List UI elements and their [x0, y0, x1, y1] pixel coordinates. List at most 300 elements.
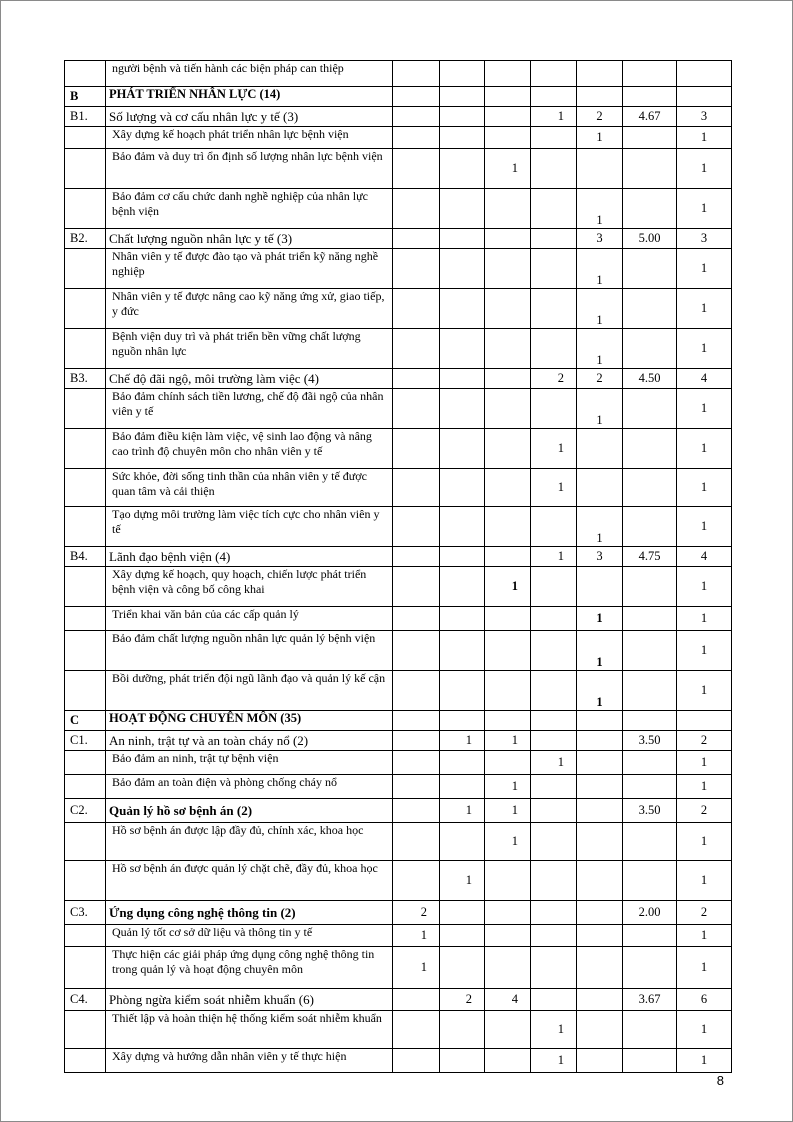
row-label: HOẠT ĐỘNG CHUYÊN MÔN (35): [106, 711, 393, 731]
rating-1-cell: [393, 671, 440, 711]
rating-2-cell: [440, 149, 485, 189]
rating-4-cell: [531, 947, 577, 989]
rating-3-cell: 1: [485, 567, 531, 607]
rating-4-cell: [531, 823, 577, 861]
row-code: [65, 507, 106, 547]
rating-3-cell: [485, 711, 531, 731]
rating-5-cell: 1: [577, 289, 623, 329]
row-code: C2.: [65, 799, 106, 823]
average-cell: [623, 189, 677, 229]
row-code: [65, 751, 106, 775]
rating-2-cell: [440, 249, 485, 289]
criteria-table: [64, 60, 732, 1073]
row-code: B: [65, 87, 106, 107]
criteria-group-row: [65, 799, 732, 823]
rating-4-cell: 1: [531, 429, 577, 469]
average-cell: [623, 823, 677, 861]
count-cell: 1: [677, 389, 732, 429]
rating-2-cell: [440, 567, 485, 607]
row-label: Xây dựng kế hoạch, quy hoạch, chiến lược phát triển bệnh viện và công bố công khai: [106, 567, 393, 607]
rating-3-cell: [485, 369, 531, 389]
row-code: [65, 389, 106, 429]
criteria-item-row: [65, 567, 732, 607]
row-code: C4.: [65, 989, 106, 1011]
rating-3-cell: 4: [485, 989, 531, 1011]
rating-1-cell: [393, 469, 440, 507]
rating-5-cell: [577, 799, 623, 823]
row-label: Ứng dụng công nghệ thông tin (2): [106, 901, 393, 925]
rating-5-cell: [577, 731, 623, 751]
page-number: 8: [716, 1073, 724, 1088]
rating-3-cell: [485, 1049, 531, 1073]
criteria-item-row: [65, 189, 732, 229]
section-row: [65, 711, 732, 731]
criteria-item-row: [65, 1011, 732, 1049]
criteria-item-row: [65, 775, 732, 799]
rating-5-cell: 1: [577, 671, 623, 711]
rating-5-cell: [577, 947, 623, 989]
criteria-group-row: [65, 369, 732, 389]
count-cell: 2: [677, 731, 732, 751]
row-label: Bảo đảm chất lượng nguồn nhân lực quản lý bệnh viện: [106, 631, 393, 671]
rating-2-cell: [440, 389, 485, 429]
row-code: B3.: [65, 369, 106, 389]
criteria-group-row: [65, 901, 732, 925]
average-cell: [623, 329, 677, 369]
rating-1-cell: [393, 731, 440, 751]
rating-1-cell: 1: [393, 925, 440, 947]
rating-4-cell: 1: [531, 107, 577, 127]
rating-3-cell: [485, 861, 531, 901]
average-cell: 4.67: [623, 107, 677, 127]
row-label: Nhân viên y tế được nâng cao kỹ năng ứng xử, giao tiếp, y đức: [106, 289, 393, 329]
average-cell: [623, 947, 677, 989]
row-label: Thực hiện các giải pháp ứng dụng công nghệ thông tin trong quản lý và hoạt động chuyên môn: [106, 947, 393, 989]
row-label: Số lượng và cơ cấu nhân lực y tế (3): [106, 107, 393, 127]
row-code: B1.: [65, 107, 106, 127]
average-cell: [623, 249, 677, 289]
row-label: Bồi dưỡng, phát triển đội ngũ lãnh đạo và quản lý kế cận: [106, 671, 393, 711]
rating-4-cell: [531, 711, 577, 731]
rating-4-cell: [531, 389, 577, 429]
row-code: [65, 925, 106, 947]
rating-3-cell: [485, 289, 531, 329]
rating-1-cell: [393, 189, 440, 229]
row-label: Hồ sơ bệnh án được quản lý chặt chẽ, đầy đủ, khoa học: [106, 861, 393, 901]
average-cell: [623, 631, 677, 671]
rating-2-cell: [440, 507, 485, 547]
count-cell: 1: [677, 567, 732, 607]
average-cell: [623, 751, 677, 775]
rating-3-cell: [485, 107, 531, 127]
rating-1-cell: [393, 799, 440, 823]
rating-4-cell: [531, 799, 577, 823]
criteria-item-row: [65, 751, 732, 775]
rating-1-cell: [393, 547, 440, 567]
rating-2-cell: [440, 369, 485, 389]
average-cell: [623, 775, 677, 799]
average-cell: 3.67: [623, 989, 677, 1011]
row-label: Bảo đảm an ninh, trật tự bệnh viện: [106, 751, 393, 775]
row-label: Chất lượng nguồn nhân lực y tế (3): [106, 229, 393, 249]
row-code: [65, 127, 106, 149]
criteria-group-row: [65, 731, 732, 751]
rating-5-cell: [577, 775, 623, 799]
rating-5-cell: [577, 901, 623, 925]
average-cell: [623, 127, 677, 149]
row-code: C1.: [65, 731, 106, 751]
rating-2-cell: [440, 289, 485, 329]
row-code: B2.: [65, 229, 106, 249]
criteria-item-row: [65, 61, 732, 87]
row-code: [65, 149, 106, 189]
rating-3-cell: [485, 751, 531, 775]
rating-2-cell: [440, 329, 485, 369]
rating-4-cell: [531, 901, 577, 925]
criteria-group-row: [65, 547, 732, 567]
criteria-item-row: [65, 429, 732, 469]
rating-4-cell: [531, 989, 577, 1011]
rating-5-cell: 2: [577, 107, 623, 127]
rating-4-cell: [531, 149, 577, 189]
count-cell: 3: [677, 229, 732, 249]
rating-3-cell: [485, 61, 531, 87]
row-label: Lãnh đạo bệnh viện (4): [106, 547, 393, 567]
rating-2-cell: [440, 1011, 485, 1049]
count-cell: 1: [677, 249, 732, 289]
rating-3-cell: [485, 389, 531, 429]
rating-5-cell: [577, 751, 623, 775]
rating-4-cell: [531, 329, 577, 369]
rating-3-cell: [485, 631, 531, 671]
rating-2-cell: [440, 87, 485, 107]
rating-4-cell: [531, 925, 577, 947]
average-cell: [623, 429, 677, 469]
row-code: [65, 289, 106, 329]
rating-2-cell: [440, 947, 485, 989]
rating-1-cell: [393, 567, 440, 607]
criteria-item-row: [65, 925, 732, 947]
rating-2-cell: [440, 925, 485, 947]
rating-1-cell: [393, 1011, 440, 1049]
rating-5-cell: [577, 61, 623, 87]
row-label: Tạo dựng môi trường làm việc tích cực cho nhân viên y tế: [106, 507, 393, 547]
rating-3-cell: 1: [485, 731, 531, 751]
rating-2-cell: [440, 469, 485, 507]
rating-1-cell: [393, 369, 440, 389]
rating-3-cell: [485, 947, 531, 989]
row-code: [65, 567, 106, 607]
count-cell: 1: [677, 751, 732, 775]
count-cell: 1: [677, 469, 732, 507]
count-cell: 1: [677, 947, 732, 989]
row-label: Thiết lập và hoàn thiện hệ thống kiểm soát nhiễm khuẩn: [106, 1011, 393, 1049]
rating-4-cell: [531, 775, 577, 799]
rating-3-cell: [485, 189, 531, 229]
row-code: [65, 861, 106, 901]
criteria-item-row: [65, 607, 732, 631]
rating-3-cell: [485, 507, 531, 547]
row-code: [65, 631, 106, 671]
rating-3-cell: [485, 925, 531, 947]
average-cell: 2.00: [623, 901, 677, 925]
rating-3-cell: [485, 547, 531, 567]
rating-2-cell: 1: [440, 861, 485, 901]
rating-4-cell: [531, 87, 577, 107]
rating-4-cell: [531, 731, 577, 751]
rating-3-cell: 1: [485, 775, 531, 799]
average-cell: [623, 861, 677, 901]
row-label: Bảo đảm cơ cấu chức danh nghề nghiệp của nhân lực bệnh viện: [106, 189, 393, 229]
average-cell: 4.75: [623, 547, 677, 567]
rating-1-cell: [393, 631, 440, 671]
row-label: Bảo đảm chính sách tiền lương, chế độ đãi ngộ của nhân viên y tế: [106, 389, 393, 429]
rating-5-cell: [577, 469, 623, 507]
rating-4-cell: [531, 229, 577, 249]
criteria-group-row: [65, 989, 732, 1011]
row-code: [65, 249, 106, 289]
count-cell: 2: [677, 901, 732, 925]
row-label: Phòng ngừa kiểm soát nhiễm khuẩn (6): [106, 989, 393, 1011]
rating-3-cell: [485, 901, 531, 925]
row-code: [65, 823, 106, 861]
rating-3-cell: 1: [485, 799, 531, 823]
rating-5-cell: [577, 925, 623, 947]
criteria-item-row: [65, 389, 732, 429]
rating-1-cell: [393, 329, 440, 369]
rating-4-cell: [531, 127, 577, 149]
count-cell: 1: [677, 127, 732, 149]
rating-5-cell: [577, 1011, 623, 1049]
rating-3-cell: 1: [485, 823, 531, 861]
rating-3-cell: [485, 329, 531, 369]
rating-2-cell: [440, 775, 485, 799]
rating-4-cell: 1: [531, 469, 577, 507]
criteria-item-row: [65, 329, 732, 369]
rating-4-cell: [531, 249, 577, 289]
row-code: [65, 469, 106, 507]
rating-2-cell: 1: [440, 799, 485, 823]
average-cell: [623, 1049, 677, 1073]
count-cell: 4: [677, 369, 732, 389]
average-cell: [623, 149, 677, 189]
rating-5-cell: 1: [577, 507, 623, 547]
average-cell: 3.50: [623, 799, 677, 823]
count-cell: 1: [677, 861, 732, 901]
count-cell: 1: [677, 289, 732, 329]
row-code: [65, 775, 106, 799]
row-code: [65, 947, 106, 989]
rating-5-cell: 1: [577, 607, 623, 631]
row-code: [65, 1049, 106, 1073]
rating-4-cell: [531, 567, 577, 607]
rating-5-cell: 1: [577, 189, 623, 229]
rating-5-cell: [577, 149, 623, 189]
rating-4-cell: 2: [531, 369, 577, 389]
rating-2-cell: [440, 823, 485, 861]
rating-5-cell: [577, 567, 623, 607]
rating-4-cell: [531, 631, 577, 671]
criteria-item-row: [65, 127, 732, 149]
rating-3-cell: 1: [485, 149, 531, 189]
average-cell: [623, 1011, 677, 1049]
rating-3-cell: [485, 87, 531, 107]
rating-4-cell: [531, 507, 577, 547]
average-cell: [623, 389, 677, 429]
row-label: Quản lý tốt cơ sở dữ liệu và thông tin y tế: [106, 925, 393, 947]
row-label: Triển khai văn bản của các cấp quản lý: [106, 607, 393, 631]
rating-3-cell: [485, 229, 531, 249]
rating-2-cell: [440, 107, 485, 127]
row-label: An ninh, trật tự và an toàn cháy nổ (2): [106, 731, 393, 751]
count-cell: [677, 711, 732, 731]
rating-2-cell: [440, 751, 485, 775]
average-cell: [623, 925, 677, 947]
rating-1-cell: [393, 989, 440, 1011]
average-cell: 3.50: [623, 731, 677, 751]
rating-4-cell: 1: [531, 547, 577, 567]
rating-1-cell: [393, 107, 440, 127]
criteria-item-row: [65, 469, 732, 507]
row-code: [65, 671, 106, 711]
rating-4-cell: 1: [531, 1011, 577, 1049]
rating-1-cell: [393, 861, 440, 901]
rating-4-cell: [531, 861, 577, 901]
rating-1-cell: [393, 823, 440, 861]
rating-1-cell: [393, 127, 440, 149]
rating-1-cell: [393, 607, 440, 631]
row-label: Nhân viên y tế được đào tạo và phát triển kỹ năng nghề nghiệp: [106, 249, 393, 289]
rating-1-cell: [393, 87, 440, 107]
rating-3-cell: [485, 127, 531, 149]
count-cell: 1: [677, 925, 732, 947]
criteria-item-row: [65, 289, 732, 329]
row-code: B4.: [65, 547, 106, 567]
criteria-item-row: [65, 947, 732, 989]
rating-5-cell: [577, 861, 623, 901]
count-cell: 1: [677, 429, 732, 469]
rating-1-cell: [393, 289, 440, 329]
rating-2-cell: [440, 61, 485, 87]
criteria-item-row: [65, 1049, 732, 1073]
criteria-item-row: [65, 631, 732, 671]
row-label: PHÁT TRIỂN NHÂN LỰC (14): [106, 87, 393, 107]
rating-5-cell: 1: [577, 127, 623, 149]
count-cell: 1: [677, 189, 732, 229]
average-cell: 4.50: [623, 369, 677, 389]
row-label: Bệnh viện duy trì và phát triển bền vững chất lượng nguồn nhân lực: [106, 329, 393, 369]
rating-5-cell: [577, 711, 623, 731]
rating-2-cell: [440, 547, 485, 567]
count-cell: 2: [677, 799, 732, 823]
rating-5-cell: 1: [577, 631, 623, 671]
row-label: Sức khỏe, đời sống tinh thần của nhân viên y tế được quan tâm và cải thiện: [106, 469, 393, 507]
rating-5-cell: 3: [577, 547, 623, 567]
average-cell: [623, 469, 677, 507]
average-cell: [623, 567, 677, 607]
section-row: [65, 87, 732, 107]
rating-2-cell: 1: [440, 731, 485, 751]
rating-3-cell: [485, 429, 531, 469]
rating-2-cell: 2: [440, 989, 485, 1011]
criteria-group-row: [65, 229, 732, 249]
rating-1-cell: [393, 229, 440, 249]
rating-4-cell: [531, 671, 577, 711]
rating-3-cell: [485, 607, 531, 631]
criteria-item-row: [65, 823, 732, 861]
count-cell: 1: [677, 507, 732, 547]
rating-5-cell: 3: [577, 229, 623, 249]
row-label: Xây dựng và hướng dẫn nhân viên y tế thực hiện: [106, 1049, 393, 1073]
rating-5-cell: [577, 989, 623, 1011]
count-cell: 1: [677, 149, 732, 189]
average-cell: [623, 507, 677, 547]
rating-2-cell: [440, 631, 485, 671]
rating-4-cell: [531, 607, 577, 631]
row-label: người bệnh và tiến hành các biện pháp can thiệp: [106, 61, 393, 87]
count-cell: 1: [677, 671, 732, 711]
rating-1-cell: [393, 507, 440, 547]
row-code: [65, 1011, 106, 1049]
rating-1-cell: [393, 1049, 440, 1073]
row-label: Quản lý hồ sơ bệnh án (2): [106, 799, 393, 823]
rating-1-cell: 2: [393, 901, 440, 925]
count-cell: [677, 61, 732, 87]
count-cell: 1: [677, 823, 732, 861]
rating-3-cell: [485, 1011, 531, 1049]
count-cell: 3: [677, 107, 732, 127]
row-code: [65, 189, 106, 229]
criteria-item-row: [65, 149, 732, 189]
rating-2-cell: [440, 671, 485, 711]
rating-1-cell: [393, 149, 440, 189]
criteria-item-row: [65, 249, 732, 289]
rating-5-cell: 1: [577, 249, 623, 289]
row-label: Xây dựng kế hoạch phát triển nhân lực bệnh viện: [106, 127, 393, 149]
count-cell: 1: [677, 775, 732, 799]
row-label: Chế độ đãi ngộ, môi trường làm việc (4): [106, 369, 393, 389]
rating-2-cell: [440, 429, 485, 469]
rating-2-cell: [440, 1049, 485, 1073]
rating-4-cell: 1: [531, 1049, 577, 1073]
criteria-item-row: [65, 861, 732, 901]
count-cell: 1: [677, 1049, 732, 1073]
average-cell: [623, 671, 677, 711]
rating-1-cell: 1: [393, 947, 440, 989]
rating-3-cell: [485, 671, 531, 711]
rating-2-cell: [440, 229, 485, 249]
rating-1-cell: [393, 429, 440, 469]
rating-4-cell: [531, 289, 577, 329]
row-code: [65, 329, 106, 369]
average-cell: [623, 87, 677, 107]
rating-5-cell: 1: [577, 329, 623, 369]
count-cell: [677, 87, 732, 107]
rating-5-cell: [577, 87, 623, 107]
row-code: [65, 61, 106, 87]
rating-2-cell: [440, 607, 485, 631]
rating-5-cell: 2: [577, 369, 623, 389]
rating-5-cell: [577, 429, 623, 469]
count-cell: 1: [677, 1011, 732, 1049]
rating-3-cell: [485, 249, 531, 289]
rating-3-cell: [485, 469, 531, 507]
rating-1-cell: [393, 389, 440, 429]
rating-1-cell: [393, 751, 440, 775]
row-label: Bảo đảm và duy trì ổn định số lượng nhân lực bệnh viện: [106, 149, 393, 189]
rating-1-cell: [393, 711, 440, 731]
row-code: [65, 429, 106, 469]
